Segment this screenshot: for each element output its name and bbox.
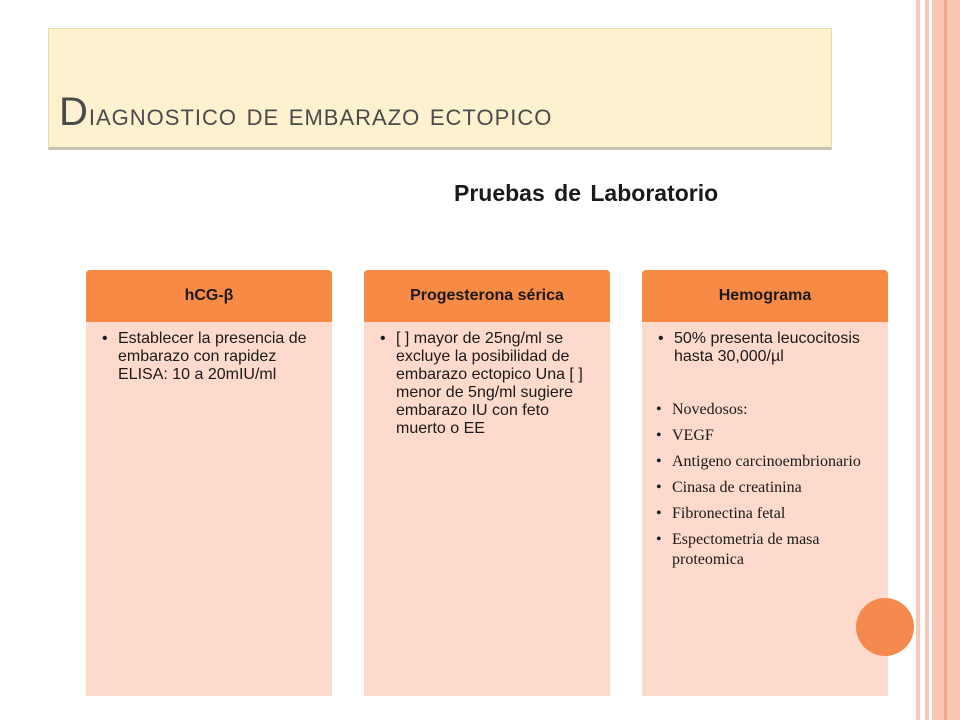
decor-circle: [856, 598, 914, 656]
column-body: [364, 322, 610, 696]
bullet-item: • Establecer la presencia de embarazo con rapidez ELISA: 10 a 20mIU/ml: [100, 330, 320, 384]
sub-bullet-item: • Espectometria de masa proteomica: [656, 530, 876, 570]
column-header: Hemograma: [642, 270, 888, 322]
sub-bullet-item: • Antigeno carcinoembrionario: [656, 452, 876, 472]
decor-stripe: [944, 0, 947, 720]
column-body: [642, 322, 888, 696]
column-body: [86, 322, 332, 696]
sub-bullet-item: • Novedosos:: [656, 400, 876, 420]
column-header: hCG-β: [86, 270, 332, 322]
column-header: Progesterona sérica: [364, 270, 610, 322]
column-hemograma: [642, 270, 888, 696]
column-hcg: [86, 270, 332, 696]
slide-title: Diagnostico de embarazo ectopico: [59, 90, 553, 134]
sub-bullet-item: • VEGF: [656, 426, 876, 446]
bullet-item: • 50% presenta leucocitosis hasta 30,000/µl: [656, 330, 876, 366]
decor-stripe: [925, 0, 929, 720]
column-progesterona: [364, 270, 610, 696]
sub-bullet-item: • Cinasa de creatinina: [656, 478, 876, 498]
decor-stripe: [916, 0, 920, 720]
sub-bullet-item: • Fibronectina fetal: [656, 504, 876, 524]
slide-subtitle: Pruebas de Laboratorio: [454, 180, 719, 206]
bullet-item: • [ ] mayor de 25ng/ml se excluye la posibilidad de embarazo ectopico Una [ ] menor de 5ng/ml sugiere embarazo IU con feto muerto o EE: [378, 330, 598, 438]
title-box: [48, 28, 832, 150]
